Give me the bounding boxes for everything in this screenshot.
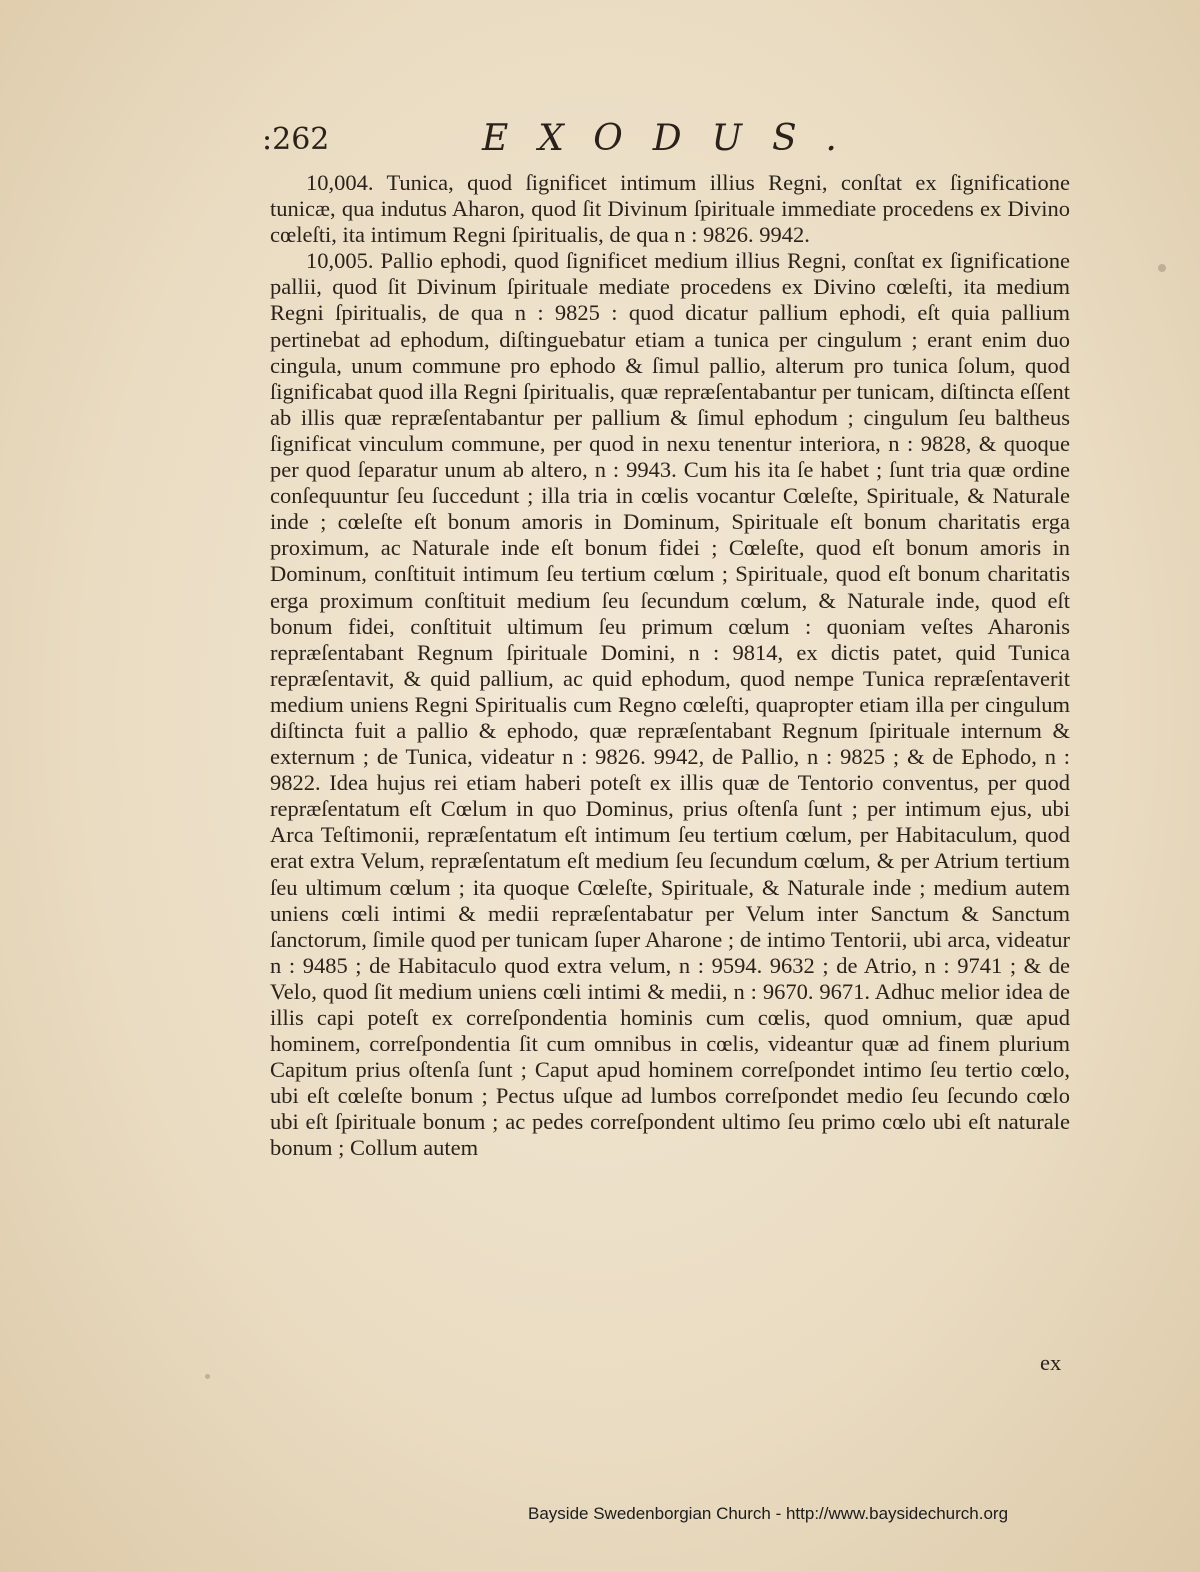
paragraph-10004: 10,004. Tunica, quod ſignificet intimum illius Regni, conſtat ex ſignificatione tunicæ, qua indutus Aharon, quod ſit Divinum ſpirituale immediate procedens ex Divino cœleſti, ita intimum Regni ſpiritualis, de qua n : 9826. 9942. [270,170,1070,248]
page-header [262,118,1072,168]
page-number: :262 [262,122,330,157]
running-title: EXODUS. [482,118,867,159]
paper-blemish [1158,264,1166,272]
catchword: ex [1040,1350,1062,1375]
source-watermark: Bayside Swedenborgian Church - http://www.baysidechurch.org [528,1504,1009,1523]
paragraph-10005: 10,005. Pallio ephodi, quod ſignificet medium illius Regni, conſtat ex ſignificatione pallii, quod ſit Divinum ſpirituale mediate procedens ex Divino cœleſti, ita medium Regni ſpiritualis, de qua n : 9825 : quod dicatur pallium ephodi, eſt quia pallium pertinebat ad ephodum, diſtinguebatur etiam a tunica per cingulum ; erant enim duo cingula, unum commune pro ephodo & ſimul pallio, alterum pro tunica ſolum, quod ſignificabat quod illa Regni ſpiritualis, quæ repræſentabantur per tunicam, diſtincta eſſent ab illis quæ repræſentabantur per pallium & ſimul ephodum ; cingulum ſeu baltheus ſignificat vinculum commune, per quod in nexu tenentur interiora, n : 9828, & quoque per quod ſeparatur unum ab altero, n : 9943. Cum his ita ſe habet ; ſunt tria quæ ordine conſequuntur ſeu ſuccedunt ; illa tria in cœlis vocantur Cœleſte, Spirituale, & Naturale inde ; cœleſte eſt bonum amoris in Dominum, Spirituale eſt bonum charitatis erga proximum, ac Naturale inde eſt bonum fidei ; Cœleſte, quod eſt bonum amoris in Dominum, conſtituit intimum ſeu tertium cœlum ; Spirituale, quod eſt bonum charitatis erga proximum conſtituit medium ſeu ſecundum cœlum, & Naturale inde, quod eſt bonum fidei, conſtituit ultimum ſeu primum cœlum : quoniam veſtes Aharonis repræſentabant Regnum ſpirituale Domini, n : 9814, ex dictis patet, quid Tunica repræſentavit, & quid pallium, ac quid ephodum, quod nempe Tunica repræſentaverit medium uniens Regni Spiritualis cum Regno cœleſti, quapropter etiam illa per cingulum diſtincta fuit a pallio & ephodo, quæ repræſentabant Regnum ſpirituale internum & externum ; de Tunica, videatur n : 9826. 9942, de Pallio, n : 9825 ; & de Ephodo, n : 9822. Idea hujus rei etiam haberi poteſt ex illis quæ de Tentorio conventus, per quod repræſentatum eſt Cœlum in quo Dominus, prius oſtenſa ſunt ; per intimum ejus, ubi Arca Teſtimonii, repræſentatum eſt intimum ſeu tertium cœlum, per Habitaculum, quod erat extra Velum, repræſentatum eſt medium ſeu ſecundum cœlum, & per Atrium tertium ſeu ultimum cœlum ; ita quoque Cœleſte, Spirituale, & Naturale inde ; medium autem uniens cœli intimi & medii repræſentabatur per Velum inter Sanctum & Sanctum ſanctorum, ſimile quod per tunicam ſuper Aharone ; de intimo Tentorii, ubi arca, videatur n : 9485 ; de Habitaculo quod extra velum, n : 9594. 9632 ; de Atrio, n : 9741 ; & de Velo, quod ſit medium uniens cœli intimi & medii, n : 9670. 9671. Adhuc melior idea de illis capi poteſt ex correſpondentia hominis cum cœlis, quod omnium, quæ apud hominem, correſpondentia ſit cum omnibus in cœlis, videantur quæ ad finem plurium Capitum prius oſtenſa ſunt ; Caput apud hominem correſpondet intimo ſeu tertio cœlo, ubi eſt cœleſte bonum ; Pectus uſque ad lumbos correſpondet medio ſeu ſecundo cœlo ubi eſt ſpirituale bonum ; ac pedes correſpondent ultimo ſeu primo cœlo ubi eſt naturale bonum ; Collum autem [270,248,1070,1161]
paper-blemish [205,1374,210,1379]
body-text [270,170,1070,1162]
